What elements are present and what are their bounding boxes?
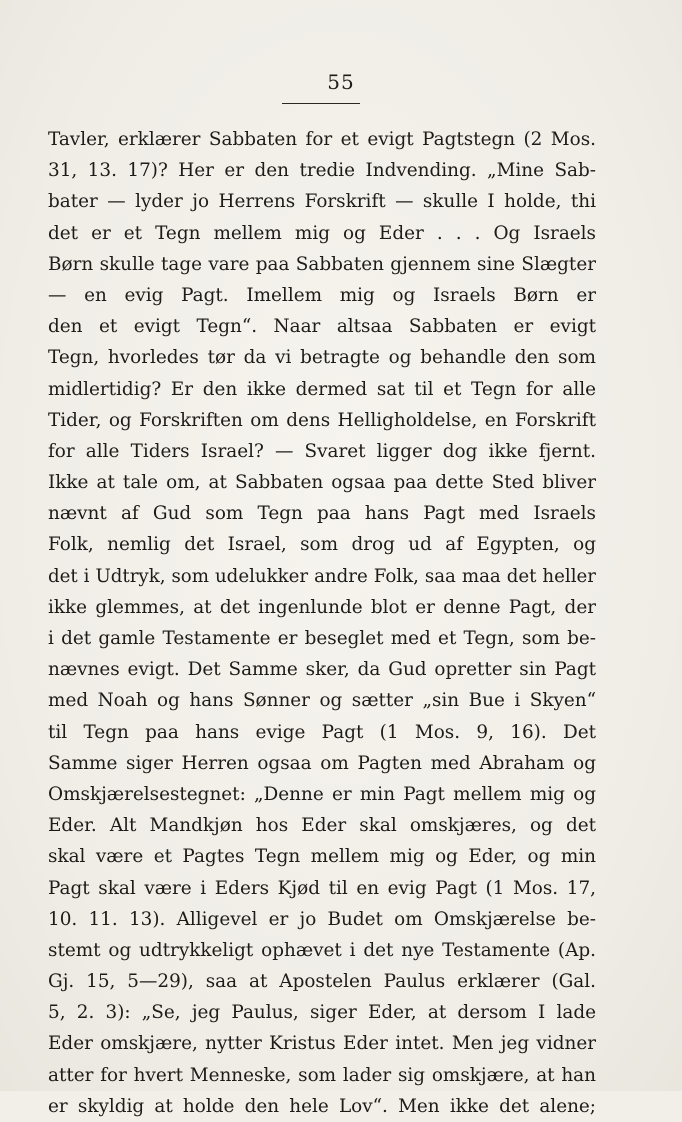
text-line: midlertidig? Er den ikke dermed sat til et Tegn for alle: [48, 378, 596, 400]
text-line: nævnt af Gud som Tegn paa hans Pagt med Israels: [48, 503, 596, 525]
text-line: bater — lyder jo Herrens Forskrift — skulle I holde, thi: [48, 191, 596, 213]
text-line: med Noah og hans Sønner og sætter „sin Bue i Skyen“: [48, 690, 596, 712]
text-line: Folk, nemlig det Israel, som drog ud af Egypten, og: [48, 534, 596, 556]
text-line: Tegn, hvorledes tør da vi betragte og behandle den som: [48, 347, 596, 369]
text-line: i det gamle Testamente er beseglet med et Tegn, som be-: [48, 628, 596, 649]
text-line: for alle Tiders Israel? — Svaret ligger dog ikke fjernt.: [48, 440, 596, 462]
text-line: 5, 2. 3): „Se, jeg Paulus, siger Eder, at dersom I lade: [48, 1002, 596, 1024]
text-line: Ikke at tale om, at Sabbaten ogsaa paa dette Sted bliver: [48, 472, 596, 494]
text-line: til Tegn paa hans evige Pagt (1 Mos. 9, 16). Det: [48, 721, 596, 743]
text-line: Samme siger Herren ogsaa om Pagten med Abraham og: [48, 752, 596, 774]
text-line: den et evigt Tegn“. Naar altsaa Sabbaten er evigt: [48, 316, 596, 338]
text-line: 10. 11. 13). Alligevel er jo Budet om Omskjærelse be-: [48, 908, 596, 930]
text-line: det er et Tegn mellem mig og Eder . . . Og Israels: [48, 222, 596, 244]
text-line: atter for hvert Menneske, som lader sig omskjære, at han: [48, 1064, 596, 1086]
text-line: Eder omskjære, nytter Kristus Eder intet. Men jeg vidner: [48, 1033, 596, 1055]
text-line: det i Udtryk, som udelukker andre Folk, saa maa det heller: [48, 565, 596, 587]
text-line: 31, 13. 17)? Her er den tredie Indvending. „Mine Sab-: [48, 160, 596, 182]
header-rule: [282, 103, 360, 104]
body-text: [48, 124, 596, 1122]
text-line: skal være et Pagtes Tegn mellem mig og Eder, og min: [48, 846, 596, 868]
text-line: Tider, og Forskriften om dens Helligholdelse, en Forskrift: [48, 409, 596, 431]
text-line: Tavler, erklærer Sabbaten for et evigt Pagtstegn (2 Mos.: [48, 129, 596, 150]
page-number: 55: [327, 70, 355, 94]
text-line: Pagt skal være i Eders Kjød til en evig Pagt (1 Mos. 17,: [48, 877, 596, 899]
text-line: — en evig Pagt. Imellem mig og Israels Børn er: [48, 284, 596, 306]
text-line: stemt og udtrykkeligt ophævet i det nye Testamente (Ap.: [48, 939, 596, 961]
text-line: Gj. 15, 5—29), saa at Apostelen Paulus erklærer (Gal.: [48, 971, 596, 993]
text-line: Børn skulle tage vare paa Sabbaten gjennem sine Slægter: [48, 253, 596, 275]
text-line: ikke glemmes, at det ingenlunde blot er denne Pagt, der: [48, 596, 596, 618]
text-line: Omskjærelsestegnet: „Denne er min Pagt mellem mig og: [48, 783, 596, 805]
text-line: nævnes evigt. Det Samme sker, da Gud opretter sin Pagt: [48, 659, 596, 681]
text-line: er skyldig at holde den hele Lov“. Men ikke det alene;: [48, 1095, 596, 1117]
text-line: Eder. Alt Mandkjøn hos Eder skal omskjæres, og det: [48, 815, 596, 837]
